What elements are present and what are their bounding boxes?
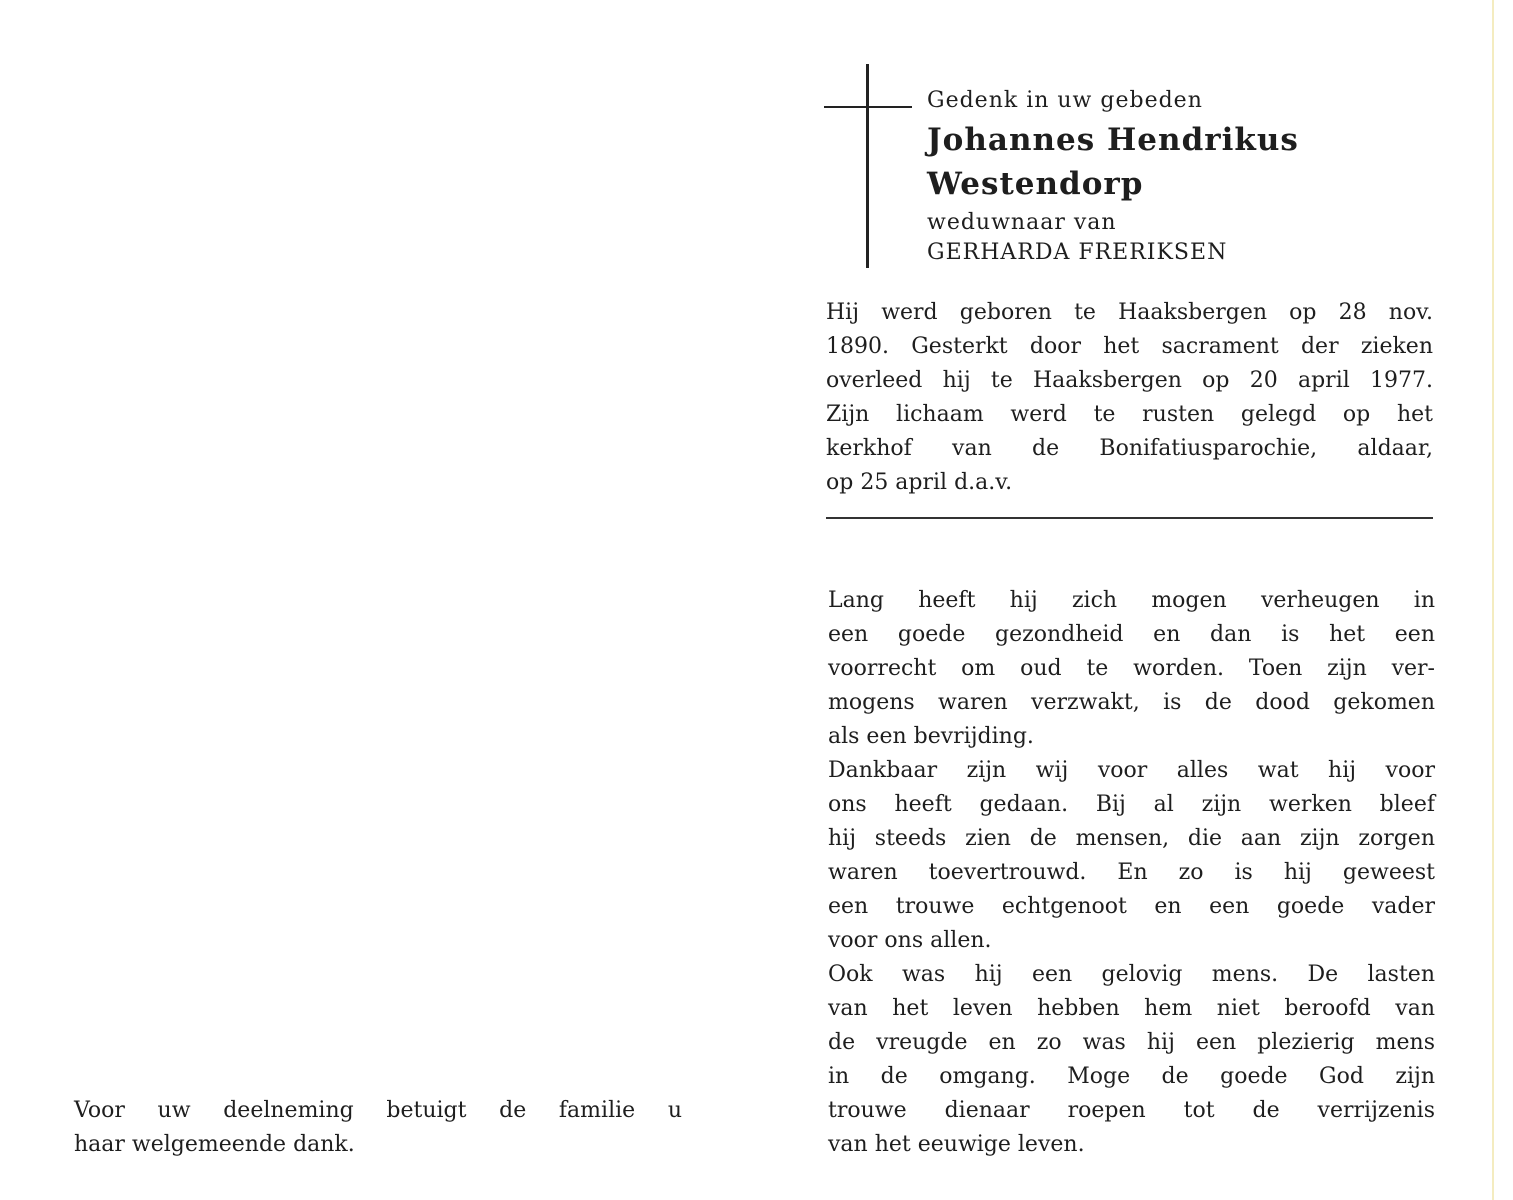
text-line: waren toevertrouwd. En zo is hij geweest (828, 860, 1435, 885)
text-line: voorrecht om oud te worden. Toen zijn ver- (828, 656, 1435, 681)
cross-icon (866, 64, 869, 268)
spouse-name: GERHARDA FRERIKSEN (927, 240, 1228, 265)
tribute-text (828, 584, 1435, 1162)
name-line-1: Johannes Hendrikus (927, 122, 1299, 158)
text-line: ons heeft gedaan. Bij al zijn werken bleef (828, 792, 1435, 817)
text-line: van het leven hebben hem niet beroofd van (828, 996, 1435, 1021)
text-line: overleed hij te Haaksbergen op 20 april 1977. (826, 368, 1433, 393)
text-line: kerkhof van de Bonifatiusparochie, aldaar, (826, 436, 1433, 461)
prayer-line: Gedenk in uw gebeden (927, 88, 1203, 113)
text-line: Zijn lichaam werd te rusten gelegd op het (826, 402, 1433, 427)
biography (826, 296, 1433, 500)
scan-edge (1492, 0, 1494, 1200)
text-line: op 25 april d.a.v. (826, 470, 1013, 495)
text-line: Hij werd geboren te Haaksbergen op 28 nov. (826, 300, 1433, 325)
cross-icon-bar (824, 106, 912, 108)
text-line: trouwe dienaar roepen tot de verrijzenis (828, 1098, 1435, 1123)
text-line: Lang heeft hij zich mogen verheugen in (828, 588, 1435, 613)
relation: weduwnaar van (927, 210, 1117, 235)
text-line: een trouwe echtgenoot en een goede vader (828, 894, 1435, 919)
text-line: van het eeuwige leven. (828, 1132, 1085, 1157)
text-line: in de omgang. Moge de goede God zijn (828, 1064, 1435, 1089)
name-line-2: Westendorp (927, 166, 1144, 202)
text-line: de vreugde en zo was hij een plezierig mens (828, 1030, 1435, 1055)
text-line: voor ons allen. (828, 928, 992, 953)
thanks-text (74, 1094, 682, 1162)
text-line: als een bevrijding. (828, 724, 1034, 749)
divider (826, 517, 1433, 519)
text-line: een goede gezondheid en dan is het een (828, 622, 1435, 647)
text-line: 1890. Gesterkt door het sacrament der zieken (826, 334, 1433, 359)
text-line: haar welgemeende dank. (74, 1132, 355, 1157)
text-line: Voor uw deelneming betuigt de familie u (74, 1098, 682, 1123)
text-line: Dankbaar zijn wij voor alles wat hij voor (828, 758, 1435, 783)
text-line: Ook was hij een gelovig mens. De lasten (828, 962, 1435, 987)
text-line: hij steeds zien de mensen, die aan zijn zorgen (828, 826, 1435, 851)
text-line: mogens waren verzwakt, is de dood gekomen (828, 690, 1435, 715)
card-heading (927, 84, 1299, 264)
